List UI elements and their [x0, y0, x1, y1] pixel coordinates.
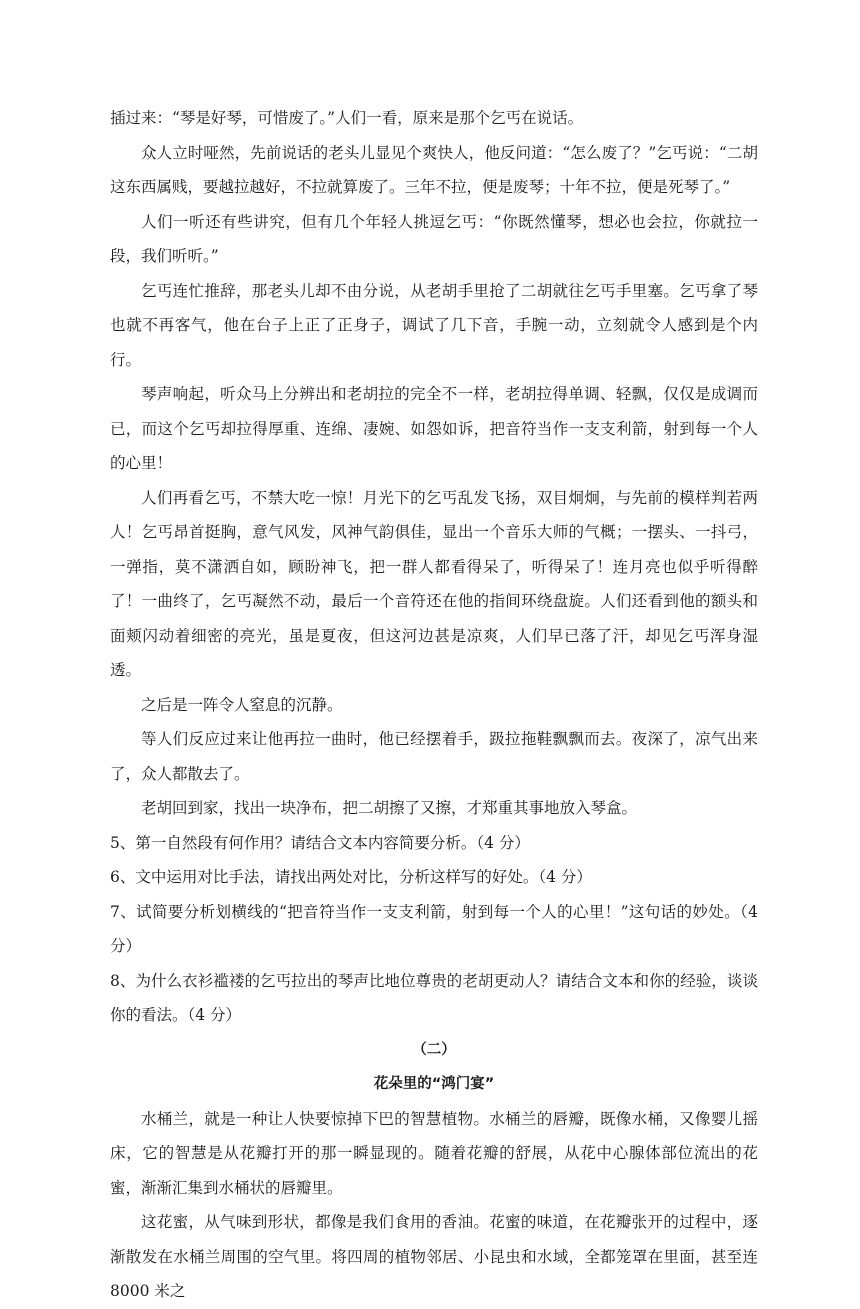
- passage-paragraph: 乞丐连忙推辞，那老头儿却不由分说，从老胡手里抢了二胡就往乞丐手里塞。乞丐拿了琴也就不再客气，他在台子上正了正身子，调试了几下音，手腕一动，立刻就令人感到是个内行。: [110, 281, 758, 369]
- passage-paragraph: 这花蜜，从气味到形状，都像是我们食用的香油。花蜜的味道，在花瓣张开的过程中，逐渐散发在水桶兰周围的空气里。将四周的植物邻居、小昆虫和水域，全都笼罩在里面，甚至连 8000 米之: [110, 1213, 758, 1300]
- passage-paragraph: 众人立时哑然，先前说话的老头儿显见个爽快人，他反问道：“怎么废了？”乞丐说：“二胡这东西属贱，要越拉越好，不拉就算废了。三年不拉，便是废琴；十年不拉，便是死琴了。”: [110, 143, 758, 196]
- question-7: 7、试简要分析划横线的“把音符当作一支支利箭，射到每一个人的心里！”这句话的妙处。（4 分）: [110, 902, 758, 955]
- passage-paragraph: 等人们反应过来让他再拉一曲时，他已经摆着手，趿拉拖鞋飘飘而去。夜深了，凉气出来了，众人都散去了。: [110, 730, 758, 783]
- passage-paragraph: 水桶兰，就是一种让人快要惊掉下巴的智慧植物。水桶兰的唇瓣，既像水桶，又像婴儿摇床，它的智慧是从花瓣打开的那一瞬显现的。随着花瓣的舒展，从花中心腺体部位流出的花蜜，渐渐汇集到水桶状的唇瓣里。: [110, 1109, 758, 1197]
- passage-paragraph: 插过来：“琴是好琴，可惜废了。”人们一看，原来是那个乞丐在说话。: [110, 109, 584, 127]
- question-5: 5、第一自然段有何作用？请结合文本内容简要分析。（4 分）: [110, 833, 530, 852]
- passage-paragraph: 琴声响起，听众马上分辨出和老胡拉的完全不一样，老胡拉得单调、轻飘，仅仅是成调而已，而这个乞丐却拉得厚重、连绵、凄婉、如怨如诉，把音符当作一支支利箭，射到每一个人的心里！: [110, 385, 758, 472]
- section-title: 花朵里的“鸿门宴”: [373, 1076, 495, 1092]
- question-6: 6、文中运用对比手法，请找出两处对比，分析这样写的好处。（4 分）: [110, 868, 592, 886]
- section-number: （二）: [412, 1041, 456, 1058]
- document-page: [110, 101, 758, 1309]
- passage-paragraph: 人们再看乞丐，不禁大吃一惊！月光下的乞丐乱发飞扬，双目炯炯，与先前的模样判若两人！乞丐昂首挺胸，意气风发，风神气韵俱佳，显出一个音乐大师的气概；一摆头、一抖弓，一弹指，莫不潇洒自如，顾盼神飞，把一群人都看得呆了，听得呆了！连月亮也似乎听得醉了！一曲终了，乞丐凝然不动，最后一个音符还在他的指间环绕盘旋。人们还看到他的额头和面颊闪动着细密的亮光，虽是夏夜，但这河边甚是凉爽，人们早已落了汗，却见乞丐浑身湿透。: [110, 488, 758, 679]
- passage-paragraph: 之后是一阵令人窒息的沉静。: [141, 695, 343, 714]
- passage-paragraph: 老胡回到家，找出一块净布，把二胡擦了又擦，才郑重其事地放入琴盒。: [141, 799, 638, 817]
- question-8: 8、为什么衣衫褴褛的乞丐拉出的琴声比地位尊贵的老胡更动人？请结合文本和你的经验，谈谈你的看法。（4 分）: [110, 971, 758, 1024]
- passage-paragraph: 人们一听还有些讲究，但有几个年轻人挑逗乞丐：“你既然懂琴，想必也会拉，你就拉一段，我们听听。”: [110, 212, 758, 265]
